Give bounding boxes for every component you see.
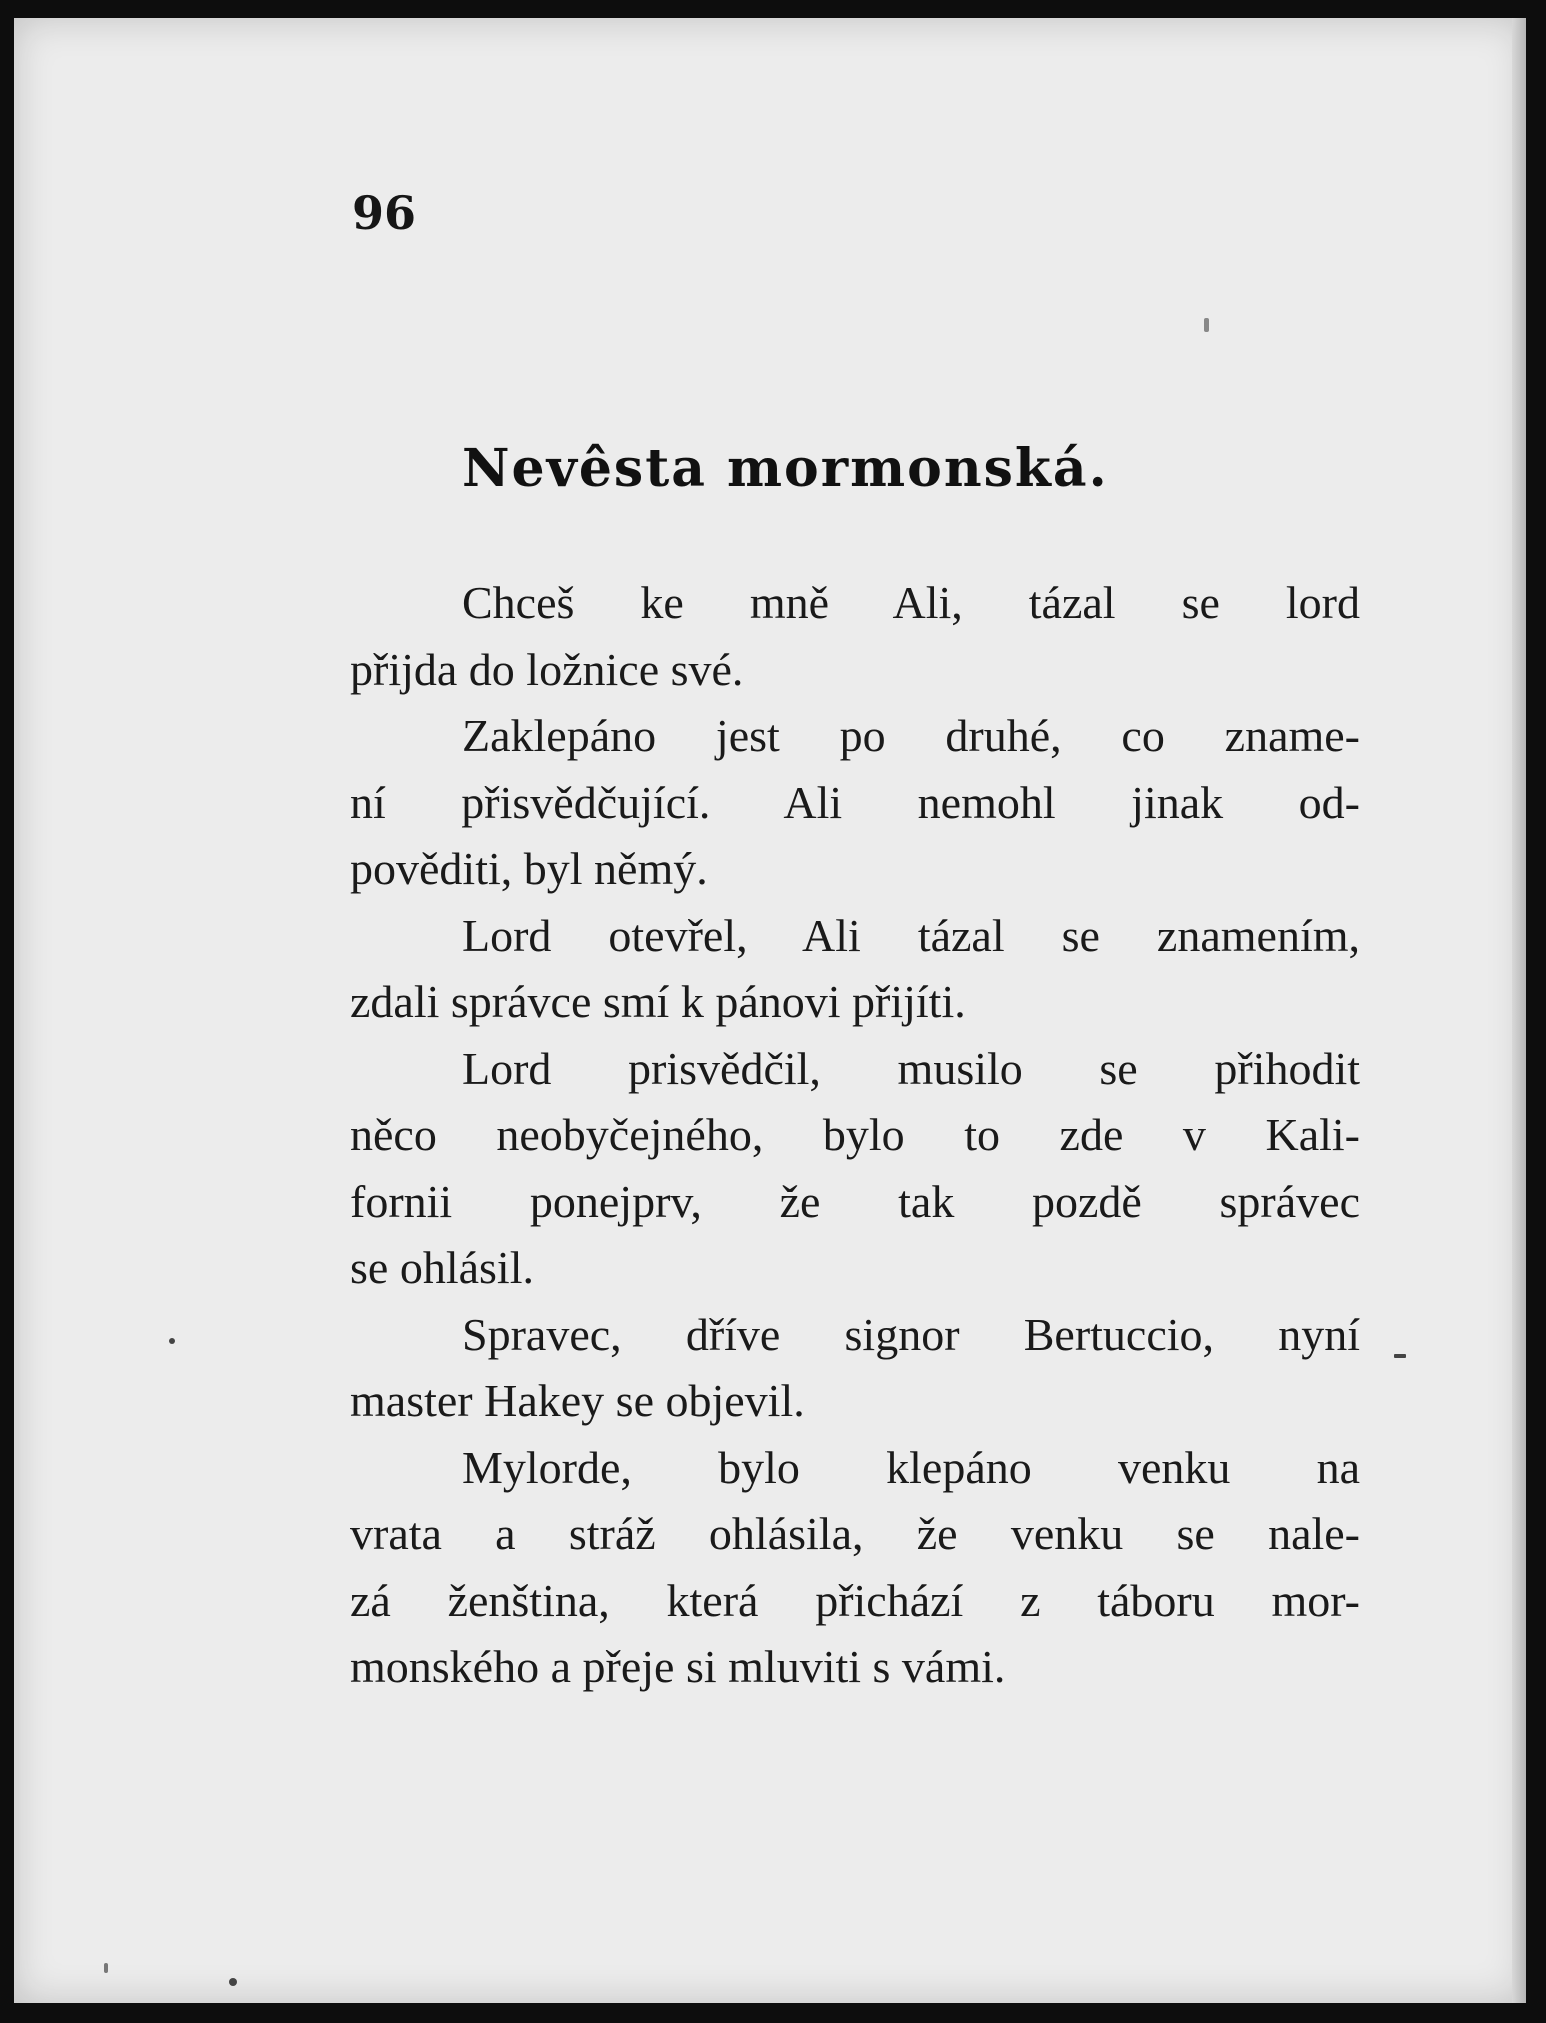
paper-speck xyxy=(104,1963,108,1973)
text-line: ní přisvědčující. Ali nemohl jinak od- xyxy=(350,776,1360,828)
text-line: něco neobyčejného, bylo to zde v Kali- xyxy=(350,1109,1360,1160)
page-edge xyxy=(1512,18,1526,2003)
text-line: Mylorde, bylo klepáno venku na xyxy=(462,1441,1360,1493)
text-line: Lord prisvědčil, musilo se přihodit xyxy=(462,1042,1360,1094)
chapter-title: Nevêsta mormonská. xyxy=(462,438,1109,499)
text-line: master Hakey se objevil. xyxy=(350,1375,805,1426)
text-line: vrata a stráž ohlásila, že venku se nale- xyxy=(350,1508,1360,1559)
paper-speck xyxy=(169,1338,175,1344)
text-line: fornii ponejprv, že tak pozdě správec xyxy=(350,1175,1360,1227)
paper-speck xyxy=(1394,1354,1406,1358)
text-line: Spravec, dříve signor Bertuccio, nyní xyxy=(462,1308,1360,1360)
text-line: Chceš ke mně Ali, tázal se lord xyxy=(462,577,1360,628)
paper-speck xyxy=(229,1978,237,1986)
text-line: se ohlásil. xyxy=(350,1242,534,1293)
paper-speck xyxy=(1204,318,1209,332)
text-line: monského a přeje si mluviti s vámi. xyxy=(350,1641,1006,1692)
book-page xyxy=(14,18,1526,2003)
body-text xyxy=(350,570,1360,1701)
text-line: zá ženština, která přichází z táboru mor- xyxy=(350,1574,1360,1626)
text-line: Zaklepáno jest po druhé, co zname- xyxy=(462,710,1360,761)
page-number: 96 xyxy=(352,186,417,240)
text-line: pověditi, byl němý. xyxy=(350,843,708,894)
text-line: Lord otevřel, Ali tázal se znamením, xyxy=(462,909,1360,961)
text-line: přijda do ložnice své. xyxy=(350,643,744,695)
text-line: zdali správce smí k pánovi přijíti. xyxy=(350,976,966,1027)
